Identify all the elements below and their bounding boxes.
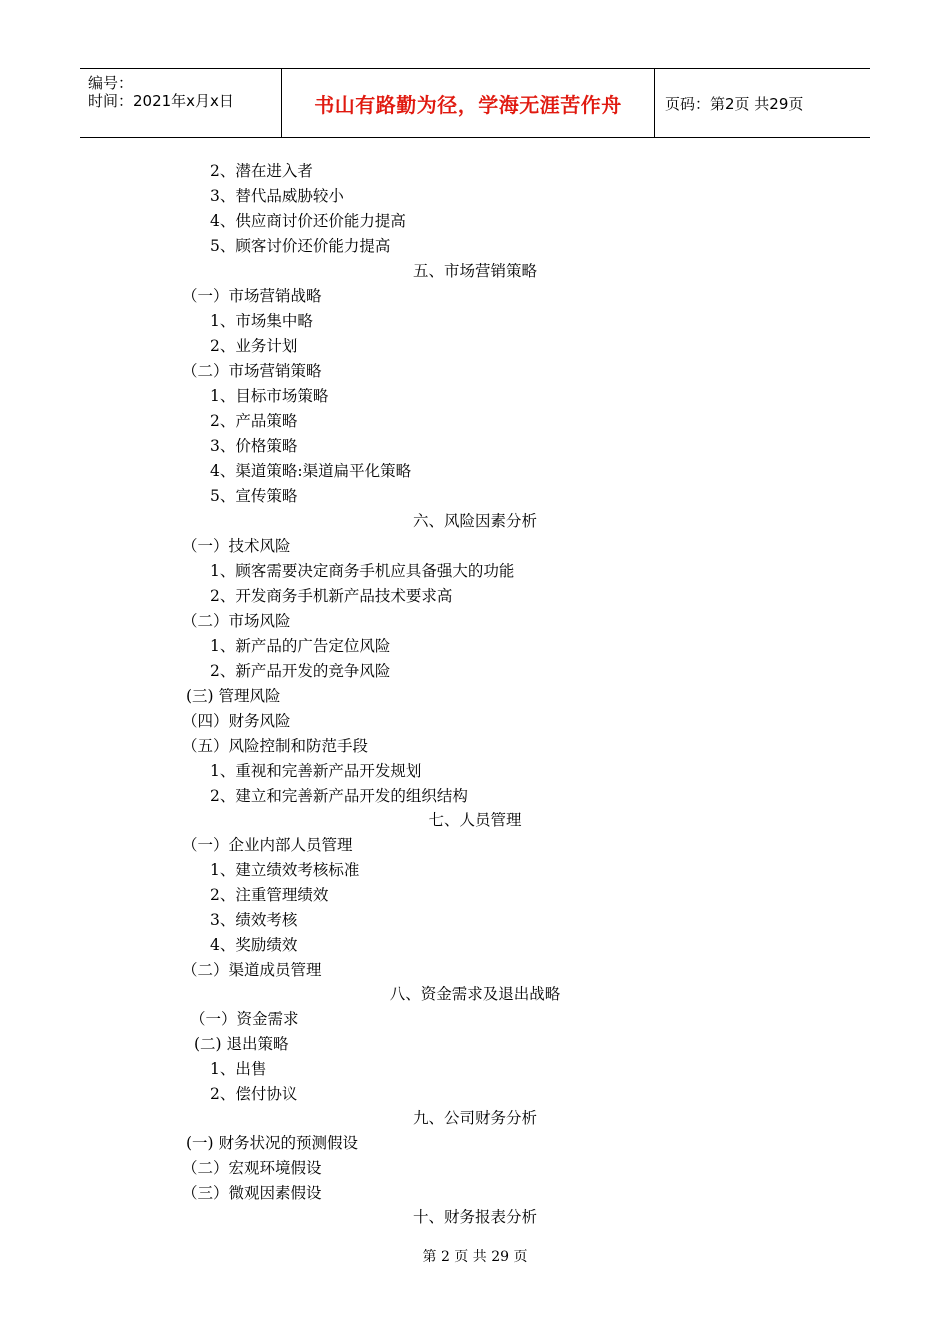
header-motto: 书山有路勤为径，学海无涯苦作舟 (314, 92, 622, 117)
outline-item: 2、偿付协议 (210, 1085, 298, 1103)
outline-item: 2、潜在进入者 (210, 162, 313, 180)
section-heading: 七、人员管理 (428, 811, 522, 829)
section-heading: 五、市场营销策略 (412, 262, 537, 280)
section-heading: 六、风险因素分析 (412, 512, 537, 530)
section-heading: 八、资金需求及退出战略 (389, 985, 561, 1003)
subsection-heading: (三) 管理风险 (186, 687, 281, 705)
outline-item: 2、业务计划 (210, 337, 298, 355)
outline-item: 1、新产品的广告定位风险 (210, 637, 391, 655)
subsection-heading: （一）技术风险 (182, 537, 291, 555)
subsection-heading: (一) 财务状况的预测假设 (186, 1134, 359, 1152)
page-header (80, 68, 870, 138)
subsection-heading: （一）企业内部人员管理 (182, 836, 353, 854)
outline-item: 1、建立绩效考核标准 (210, 861, 360, 879)
header-motto-cell (282, 69, 655, 137)
subsection-heading: （二）渠道成员管理 (182, 961, 322, 979)
outline-item: 2、建立和完善新产品开发的组织结构 (210, 787, 468, 805)
outline-item: 2、产品策略 (210, 412, 298, 430)
document-date-label: 时间：2021年x月x日 (88, 92, 234, 110)
document-number-label: 编号： (88, 74, 134, 92)
section-heading: 十、财务报表分析 (412, 1208, 537, 1226)
section-heading: 九、公司财务分析 (412, 1109, 537, 1127)
subsection-heading: （一）市场营销战略 (182, 287, 322, 305)
subsection-heading: （一）资金需求 (190, 1010, 299, 1028)
page-footer: 第 2 页 共 29 页 (422, 1249, 528, 1265)
outline-item: 2、开发商务手机新产品技术要求高 (210, 587, 453, 605)
header-page-code: 页码：第2页 共29页 (665, 94, 804, 113)
outline-item: 4、奖励绩效 (210, 936, 298, 954)
subsection-heading: （三）微观因素假设 (182, 1184, 322, 1202)
outline-item: 2、新产品开发的竞争风险 (210, 662, 391, 680)
subsection-heading: (二) 退出策略 (194, 1035, 289, 1053)
subsection-heading: （四）财务风险 (182, 712, 291, 730)
subsection-heading: （二）宏观环境假设 (182, 1159, 322, 1177)
outline-item: 3、替代品威胁较小 (210, 187, 344, 205)
outline-item: 5、宣传策略 (210, 487, 298, 505)
header-info-cell (80, 69, 282, 137)
outline-item: 1、市场集中略 (210, 312, 313, 330)
header-page-cell (655, 69, 870, 137)
outline-item: 3、价格策略 (210, 437, 298, 455)
outline-item: 1、顾客需要决定商务手机应具备强大的功能 (210, 562, 515, 580)
outline-item: 2、注重管理绩效 (210, 886, 329, 904)
outline-item: 1、出售 (210, 1060, 267, 1078)
outline-item: 1、目标市场策略 (210, 387, 329, 405)
subsection-heading: （五）风险控制和防范手段 (182, 737, 369, 755)
outline-item: 1、重视和完善新产品开发规划 (210, 762, 422, 780)
outline-item: 5、顾客讨价还价能力提高 (210, 237, 391, 255)
outline-item: 4、渠道策略:渠道扁平化策略 (210, 462, 412, 480)
subsection-heading: （二）市场风险 (182, 612, 291, 630)
subsection-heading: （二）市场营销策略 (182, 362, 322, 380)
outline-item: 4、供应商讨价还价能力提高 (210, 212, 406, 230)
outline-item: 3、绩效考核 (210, 911, 298, 929)
